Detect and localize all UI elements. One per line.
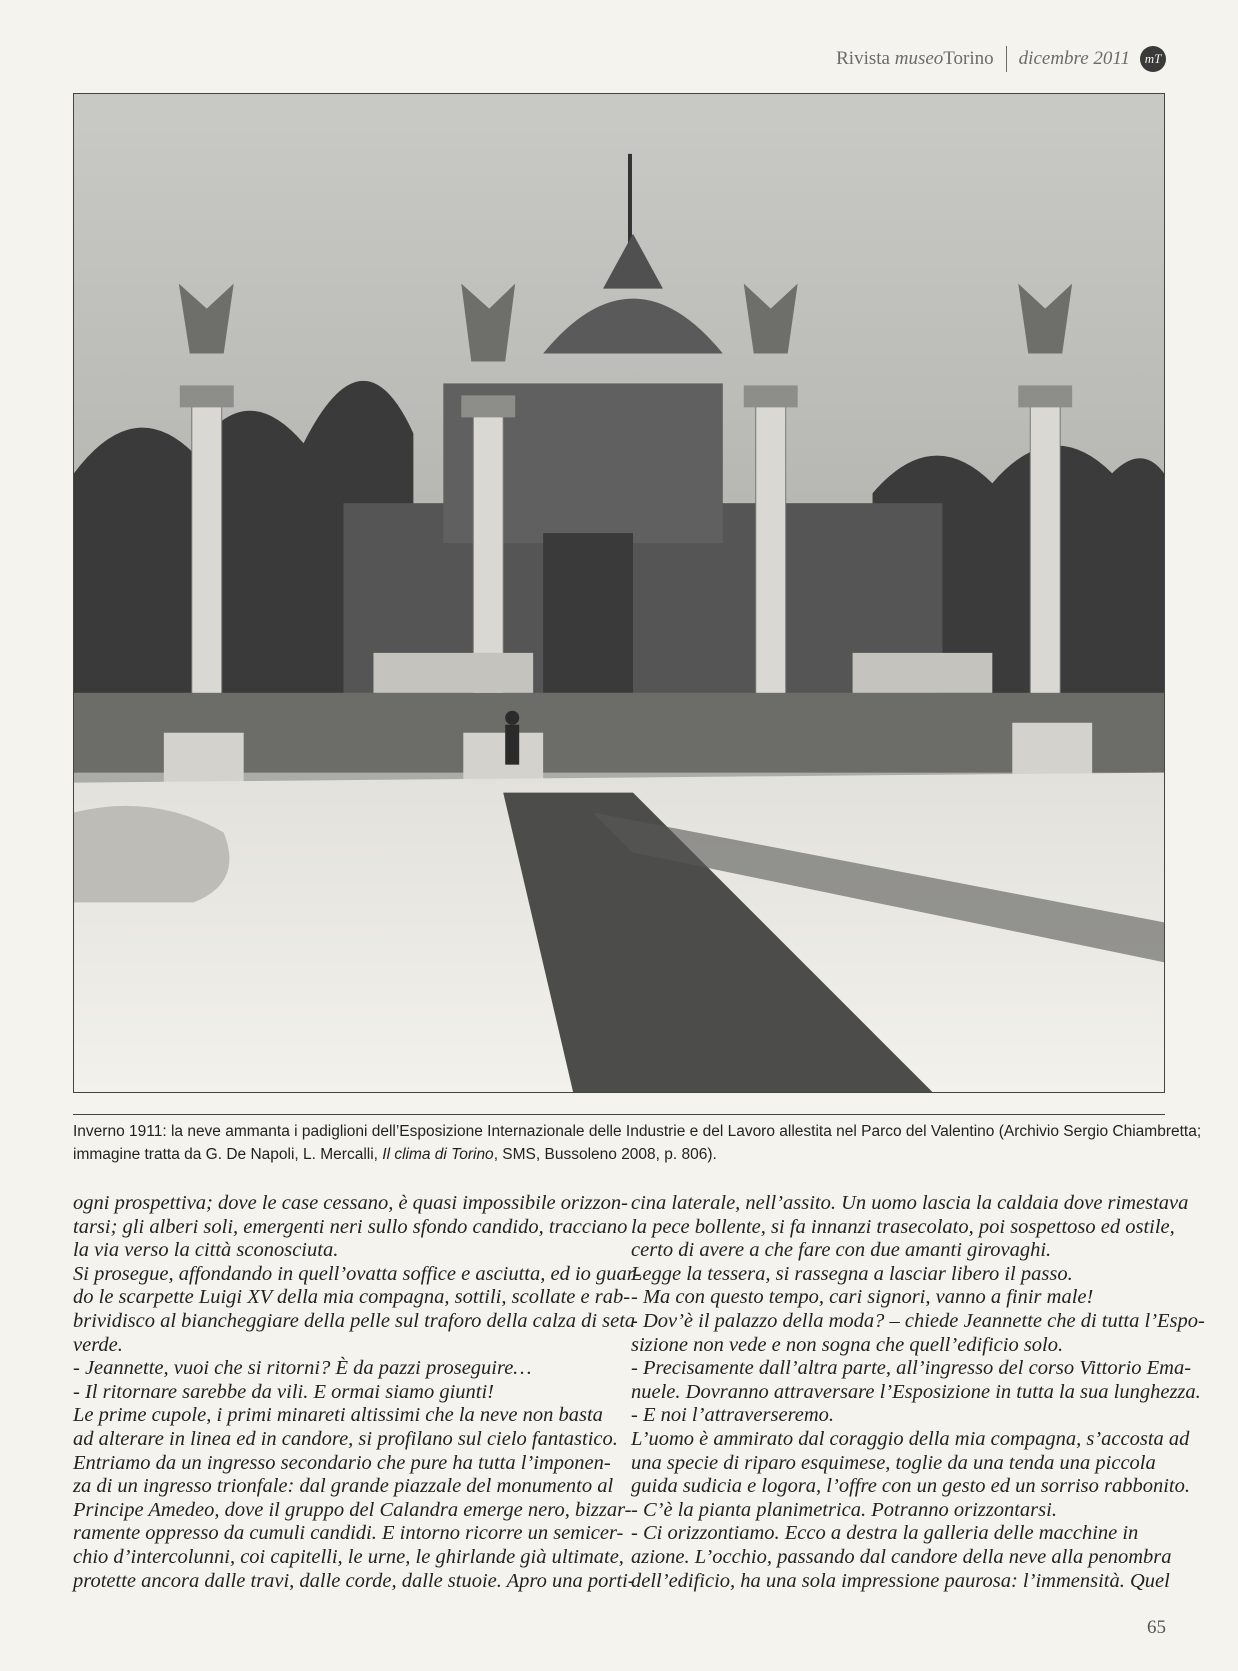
text-line: la via verso la città sconosciuta. <box>73 1239 339 1262</box>
issue-date: dicembre 2011 <box>1018 48 1130 69</box>
text-line: protette ancora dalle travi, dalle corde, dalle stuoie. Apro una porti- <box>73 1569 635 1592</box>
text-line: cina laterale, nell’assito. Un uomo lascia la caldaia dove rimestava <box>631 1192 1189 1214</box>
text-line: - Ci orizzontiamo. Ecco a destra la galleria delle macchine in <box>631 1522 1139 1545</box>
text-column-right <box>631 1192 1205 1593</box>
text-line: verde. <box>73 1333 123 1356</box>
text-line: L’uomo è ammirato dal coraggio della mia compagna, s’accosta ad <box>631 1427 1190 1450</box>
text-line: guida sudicia e logora, l’offre con un gesto ed un sorriso rabbonito. <box>631 1475 1190 1498</box>
caption-line-2: immagine tratta da G. De Napoli, L. Mercalli, Il clima di Torino, SMS, Bussoleno 2008, p. 806). <box>73 1146 717 1163</box>
text-line: do le scarpette Luigi XV della mia compagna, sottili, scollate e rab- <box>73 1286 631 1309</box>
text-line: dell’edificio, ha una sola impressione paurosa: l’immensità. Quel <box>631 1569 1170 1592</box>
text-line: una specie di riparo esquimese, toglie da una tenda una piccola <box>631 1451 1156 1474</box>
text-line: azione. L’occhio, passando dal candore della neve alla penombra <box>631 1545 1172 1568</box>
text-line: Entriamo da un ingresso secondario che pure ha tutta l’imponen- <box>73 1451 611 1474</box>
text-line: la pece bollente, si fa innanzi trasecolato, poi sospettoso ed ostile, <box>631 1215 1175 1238</box>
header-separator <box>1006 46 1007 72</box>
text-column-left <box>73 1192 642 1593</box>
text-line: - E noi l’attraverseremo. <box>631 1404 835 1427</box>
text-line: sizione non vede e non sogna che quell’edificio solo. <box>631 1333 1064 1356</box>
text-line: brividisco al biancheggiare della pelle sul traforo della calza di seta <box>73 1309 636 1332</box>
text-line: - Il ritornare sarebbe da vili. E ormai siamo giunti! <box>73 1380 494 1403</box>
text-line: - Ma con questo tempo, cari signori, vanno a finir male! <box>631 1286 1094 1309</box>
text-line: ogni prospettiva; dove le case cessano, è quasi impossibile orizzon- <box>73 1192 628 1214</box>
text-line: Legge la tessera, si rassegna a lasciar libero il passo. <box>631 1262 1073 1285</box>
text-line: Principe Amedeo, dove il gruppo del Calandra emerge nero, bizzar- <box>73 1498 632 1521</box>
running-header <box>836 44 1166 74</box>
historical-photo-icon <box>74 94 1164 1092</box>
magazine-logo-icon: mT <box>1140 46 1166 72</box>
page-number: 65 <box>1147 1617 1166 1638</box>
text-line: chio d’intercolunni, coi capitelli, le urne, le ghirlande già ultimate, <box>73 1545 624 1568</box>
caption-line-1: Inverno 1911: la neve ammanta i padiglioni dell’Esposizione Internazionale delle Industrie e del Lavoro allestita nel Parco del Valentino (Archivio Sergio Chiambretta; <box>73 1123 1202 1140</box>
text-line: certo di avere a che fare con due amanti girovaghi. <box>631 1239 1052 1262</box>
magazine-name: Rivista museoTorino <box>836 48 994 69</box>
text-line: ad alterare in linea ed in candore, si profilano sul cielo fantastico. <box>73 1427 618 1450</box>
text-line: - C’è la pianta planimetrica. Potranno orizzontarsi. <box>631 1498 1057 1521</box>
text-line: nuele. Dovranno attraversare l’Esposizione in tutta la sua lunghezza. <box>631 1380 1201 1403</box>
text-line: tarsi; gli alberi soli, emergenti neri sullo sfondo candido, tracciano <box>73 1215 628 1238</box>
text-line: za di un ingresso trionfale: dal grande piazzale del monumento al <box>73 1475 614 1498</box>
text-line: - Precisamente dall’altra parte, all’ingresso del corso Vittorio Ema- <box>631 1357 1192 1380</box>
text-line: Si prosegue, affondando in quell’ovatta soffice e asciutta, ed io guar- <box>73 1262 642 1285</box>
text-line: - Jeannette, vuoi che si ritorni? È da pazzi proseguire… <box>73 1357 532 1380</box>
text-line: - Dov’è il palazzo della moda? – chiede Jeannette che di tutta l’Espo- <box>631 1309 1205 1332</box>
photo-caption <box>73 1120 1202 1166</box>
historical-photo <box>73 93 1165 1093</box>
text-line: ramente oppresso da cumuli candidi. E intorno ricorre un semicer- <box>73 1522 624 1545</box>
text-line: Le prime cupole, i primi minareti altissimi che la neve non basta <box>73 1404 603 1427</box>
caption-rule <box>73 1114 1165 1115</box>
